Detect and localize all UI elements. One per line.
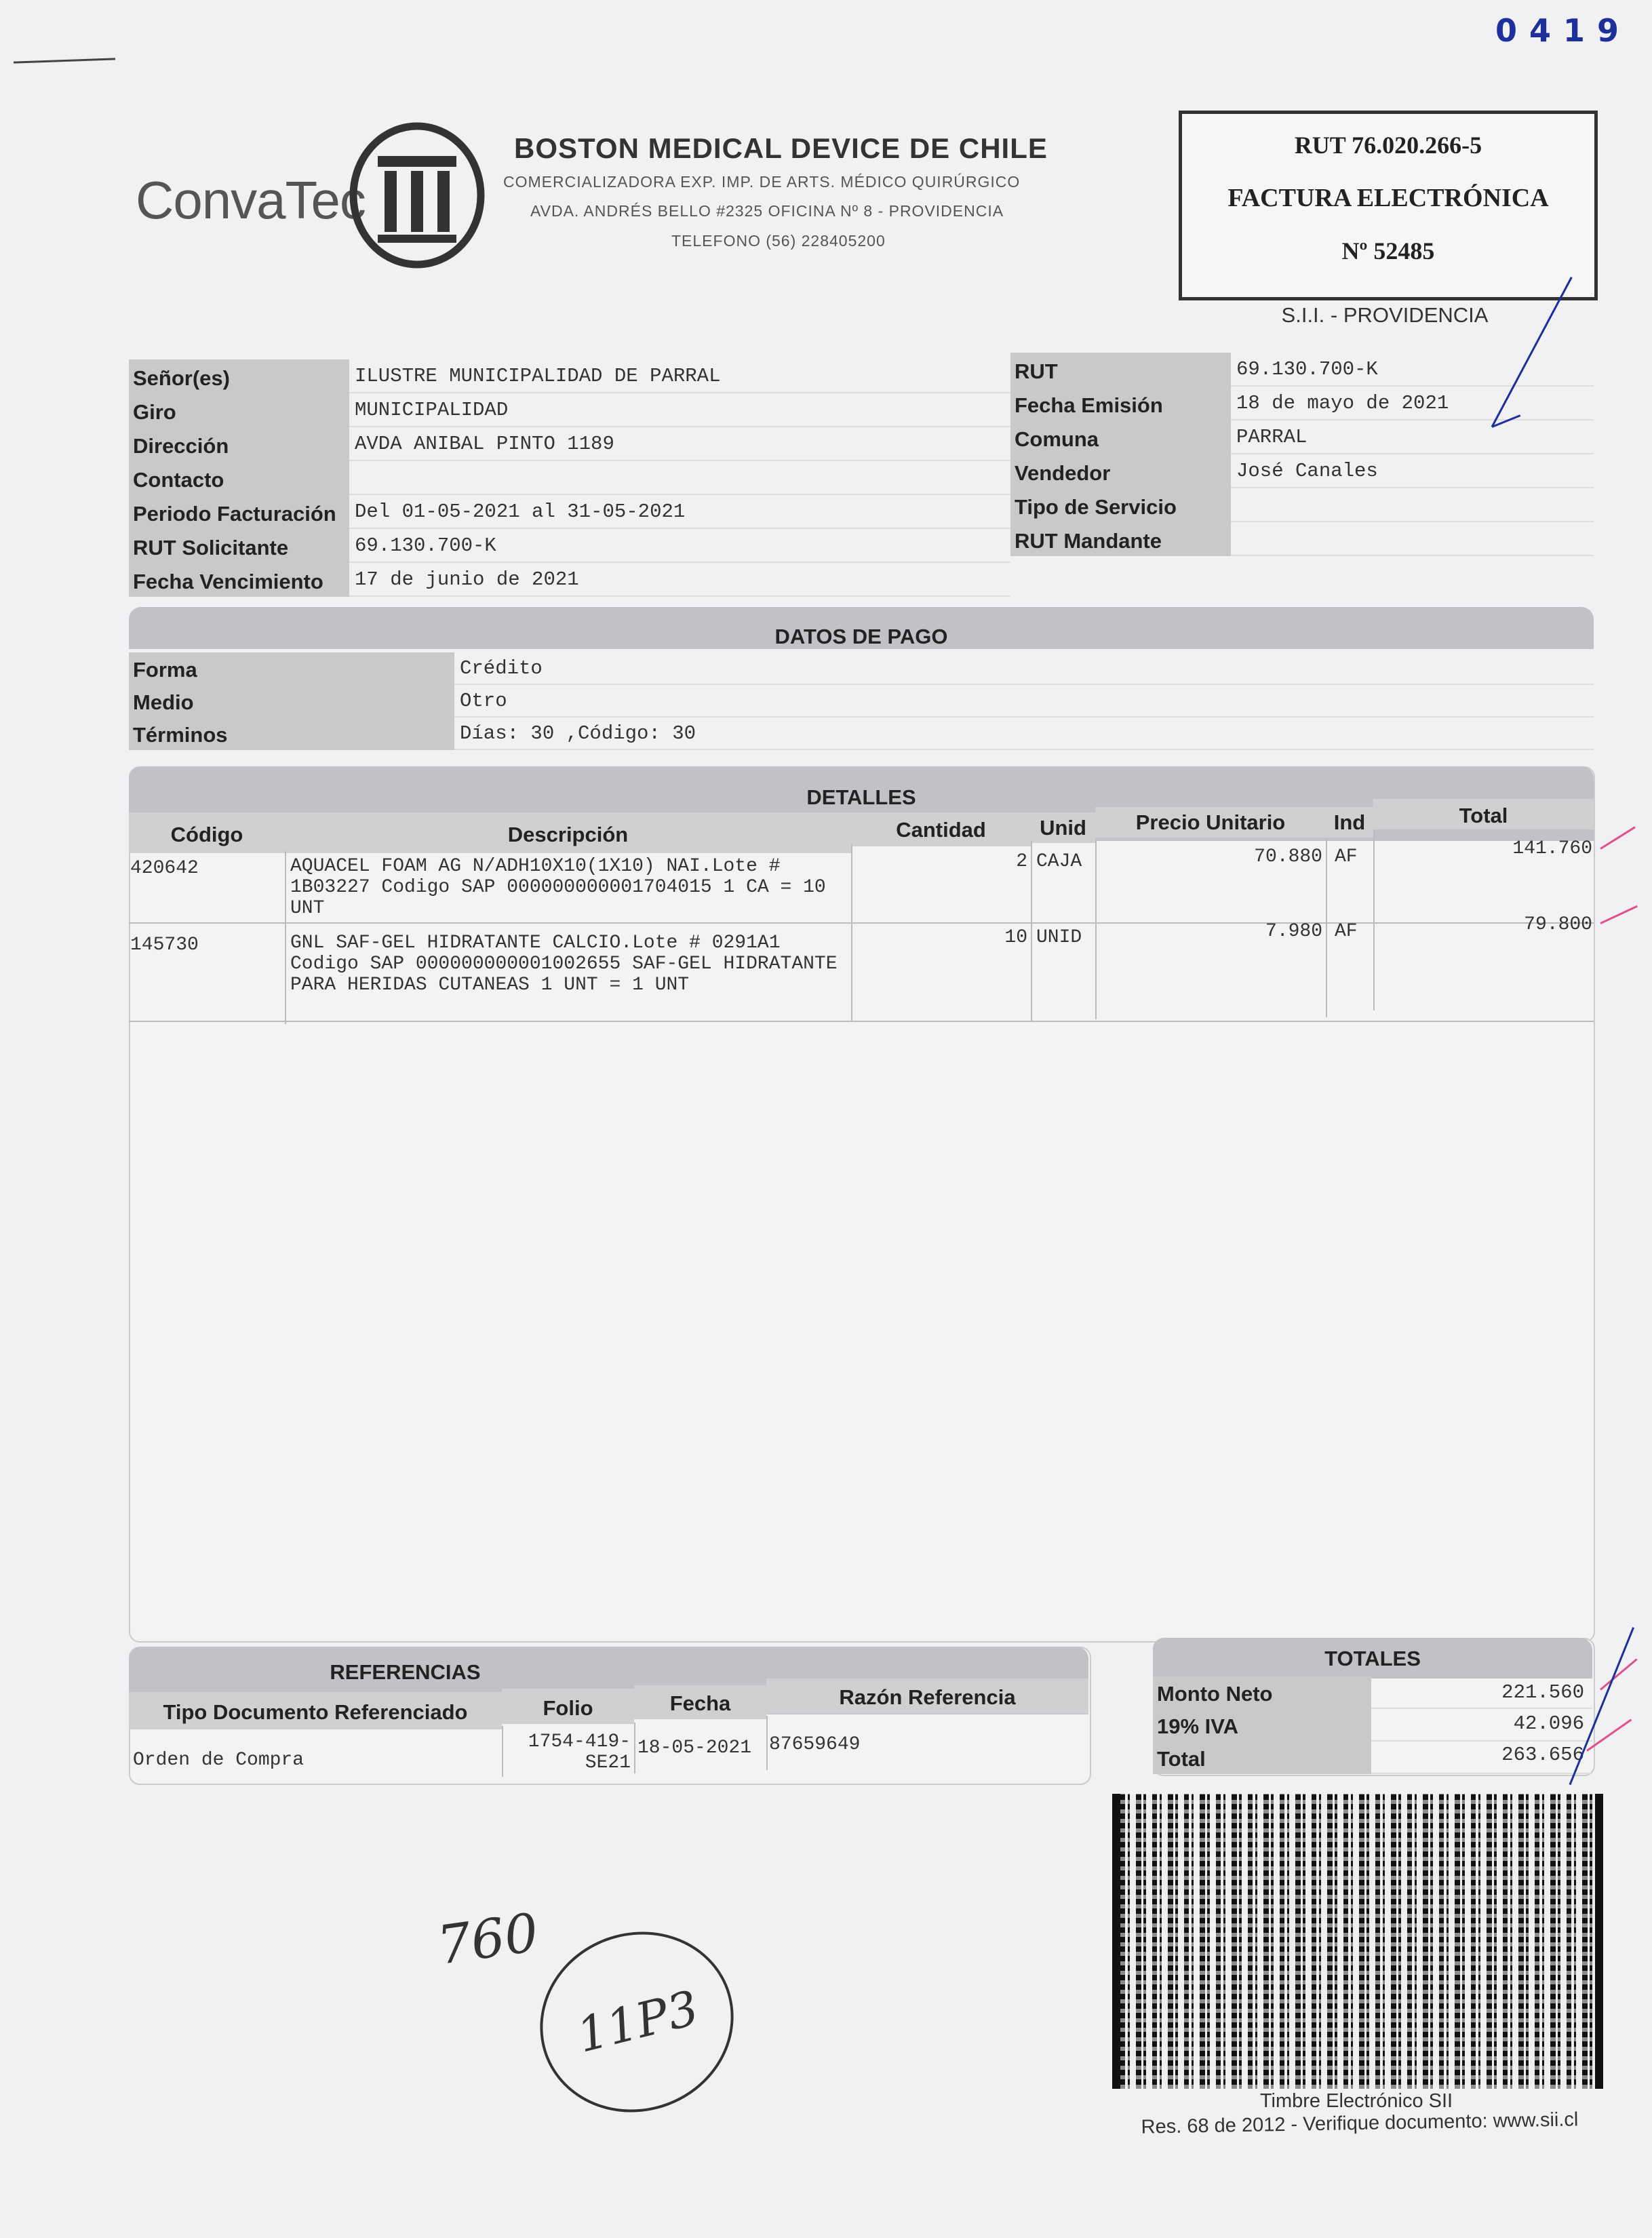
- label-direccion: Dirección: [129, 427, 349, 461]
- details-title: DETALLES: [806, 785, 916, 809]
- divider: [1326, 838, 1327, 1017]
- ref-col-fecha: Fecha: [634, 1685, 766, 1719]
- handwritten-note-11p3: 11P3: [571, 1980, 704, 2064]
- label-fecha-vencimiento: Fecha Vencimiento: [129, 563, 349, 597]
- value-rut: 69.130.700-K: [1231, 353, 1594, 387]
- label-terminos: Términos: [129, 718, 454, 750]
- pink-check-mark: [1600, 826, 1635, 849]
- table-row-2-cantidad: 10: [1004, 927, 1027, 948]
- col-codigo: Código: [129, 812, 285, 853]
- ref-row-folio-line1: 1754-419-: [528, 1731, 631, 1752]
- totals-header: [1153, 1638, 1592, 1678]
- divider: [1095, 840, 1097, 1019]
- value-giro: MUNICIPALIDAD: [349, 393, 1010, 427]
- table-row-2-unid: UNID: [1036, 927, 1082, 948]
- value-senores: ILUSTRE MUNICIPALIDAD DE PARRAL: [349, 359, 1010, 393]
- value-rut-mandante: [1231, 522, 1594, 556]
- table-row-2-precio: 7.980: [1265, 921, 1322, 942]
- company-name: BOSTON MEDICAL DEVICE DE CHILE: [514, 132, 1048, 164]
- table-row-2-codigo: 145730: [130, 935, 199, 956]
- label-contacto: Contacto: [129, 461, 349, 495]
- label-iva: 19% IVA: [1153, 1709, 1371, 1742]
- label-vendedor: Vendedor: [1010, 454, 1231, 488]
- table-row-1-descripcion: AQUACEL FOAM AG N/ADH10X10(1X10) NAI.Lote # 1B03227 Codigo SAP 000000000001704015 1 CA = 10 UNT: [290, 856, 826, 919]
- label-medio: Medio: [129, 685, 454, 718]
- ref-col-tipo: Tipo Documento Referenciado: [129, 1692, 502, 1729]
- col-total: Total: [1373, 799, 1594, 829]
- divider: [1031, 841, 1032, 1021]
- value-total: 263.656: [1371, 1742, 1592, 1774]
- label-forma: Forma: [129, 652, 454, 685]
- payment-title: DATOS DE PAGO: [774, 625, 948, 648]
- ref-col-razon: Razón Referencia: [766, 1678, 1088, 1714]
- col-descripcion: Descripción: [285, 812, 851, 853]
- pen-mark: [14, 58, 115, 63]
- label-senores: Señor(es): [129, 359, 349, 393]
- label-rut-solicitante: RUT Solicitante: [129, 529, 349, 563]
- stamp-caption: Timbre Electrónico SII: [1259, 2090, 1453, 2112]
- divider: [502, 1726, 503, 1777]
- totals-rows: [1153, 1676, 1592, 1774]
- col-unid: Unid: [1031, 812, 1095, 843]
- client-info-right: [1010, 353, 1594, 556]
- table-row-1-codigo: 420642: [130, 858, 199, 879]
- document-type: FACTURA ELECTRÓNICA: [1227, 184, 1549, 212]
- issuer-rut: RUT 76.020.266-5: [1294, 132, 1482, 159]
- stamp-resolution: Res. 68 de 2012 - Verifique documento: www.sii.cl: [1141, 2108, 1579, 2138]
- label-total: Total: [1153, 1742, 1371, 1774]
- client-info-left: [129, 359, 1010, 597]
- col-ind: Ind: [1326, 807, 1373, 838]
- value-periodo: Del 01-05-2021 al 31-05-2021: [349, 495, 1010, 529]
- sii-office: S.I.I. - PROVIDENCIA: [1281, 303, 1489, 327]
- label-tipo-servicio: Tipo de Servicio: [1010, 488, 1231, 522]
- divider: [634, 1723, 635, 1773]
- value-vendedor: José Canales: [1231, 454, 1594, 488]
- divider: [129, 922, 1594, 924]
- value-iva: 42.096: [1371, 1709, 1592, 1742]
- handwritten-note-760: 760: [433, 1902, 543, 1977]
- payment-rows: [129, 652, 1594, 750]
- label-comuna: Comuna: [1010, 420, 1231, 454]
- payment-header: [129, 607, 1594, 649]
- handwritten-page-number: 0419: [1495, 12, 1632, 49]
- ref-col-folio: Folio: [502, 1689, 634, 1724]
- value-fecha-emision: 18 de mayo de 2021: [1231, 387, 1594, 420]
- label-monto-neto: Monto Neto: [1153, 1676, 1371, 1709]
- company-phone: TELEFONO (56) 228405200: [671, 232, 886, 250]
- table-row-2-descripcion: GNL SAF-GEL HIDRATANTE CALCIO.Lote # 0291A1 Codigo SAP 000000000001002655 SAF-GEL HIDRATANTE PARA HERIDAS CUTANEAS 1 UNT = 1 UNT: [290, 932, 838, 996]
- value-comuna: PARRAL: [1231, 420, 1594, 454]
- table-row-1-total: 141.760: [1512, 838, 1592, 859]
- company-logo-icon: [349, 121, 485, 270]
- table-row-1-ind: AF: [1335, 846, 1358, 867]
- value-direccion: AVDA ANIBAL PINTO 1189: [349, 427, 1010, 461]
- divider: [1373, 831, 1375, 1010]
- totals-title: TOTALES: [1324, 1647, 1421, 1670]
- divider: [766, 1716, 768, 1770]
- label-giro: Giro: [129, 393, 349, 427]
- company-activity: COMERCIALIZADORA EXP. IMP. DE ARTS. MÉDICO QUIRÚRGICO: [503, 173, 1021, 191]
- convatec-logo-text: ConvaTec: [136, 170, 366, 230]
- value-medio: Otro: [454, 685, 1594, 718]
- rut-box: [1179, 111, 1598, 300]
- value-contacto: [349, 461, 1010, 495]
- ref-row-folio-line2: SE21: [585, 1752, 631, 1773]
- col-precio: Precio Unitario: [1095, 807, 1326, 838]
- company-address: AVDA. ANDRÉS BELLO #2325 OFICINA Nº 8 - PROVIDENCIA: [530, 202, 1004, 220]
- pink-check-mark: [1600, 905, 1638, 924]
- document-number: Nº 52485: [1341, 237, 1435, 264]
- value-fecha-vencimiento: 17 de junio de 2021: [349, 563, 1010, 597]
- label-periodo: Periodo Facturación: [129, 495, 349, 529]
- label-rut-mandante: RUT Mandante: [1010, 522, 1231, 556]
- divider: [129, 1021, 1594, 1022]
- pdf417-barcode: [1112, 1794, 1603, 2089]
- divider: [851, 844, 852, 1021]
- label-rut: RUT: [1010, 353, 1231, 387]
- value-forma: Crédito: [454, 652, 1594, 685]
- references-title: REFERENCIAS: [330, 1660, 481, 1684]
- value-rut-solicitante: 69.130.700-K: [349, 529, 1010, 563]
- value-tipo-servicio: [1231, 488, 1594, 522]
- table-row-1-precio: 70.880: [1254, 846, 1322, 867]
- table-row-2-total: 79.800: [1524, 914, 1592, 935]
- value-monto-neto: 221.560: [1371, 1676, 1592, 1709]
- divider: [285, 851, 286, 1024]
- col-cantidad: Cantidad: [851, 812, 1031, 846]
- table-row-2-ind: AF: [1335, 921, 1358, 942]
- value-terminos: Días: 30 ,Código: 30: [454, 718, 1594, 750]
- ref-row-fecha: 18-05-2021: [637, 1738, 752, 1759]
- ref-row-tipo: Orden de Compra: [133, 1750, 304, 1771]
- ref-row-razon: 87659649: [769, 1734, 861, 1755]
- table-row-1-unid: CAJA: [1036, 851, 1082, 872]
- label-fecha-emision: Fecha Emisión: [1010, 387, 1231, 420]
- table-row-1-cantidad: 2: [1016, 851, 1027, 872]
